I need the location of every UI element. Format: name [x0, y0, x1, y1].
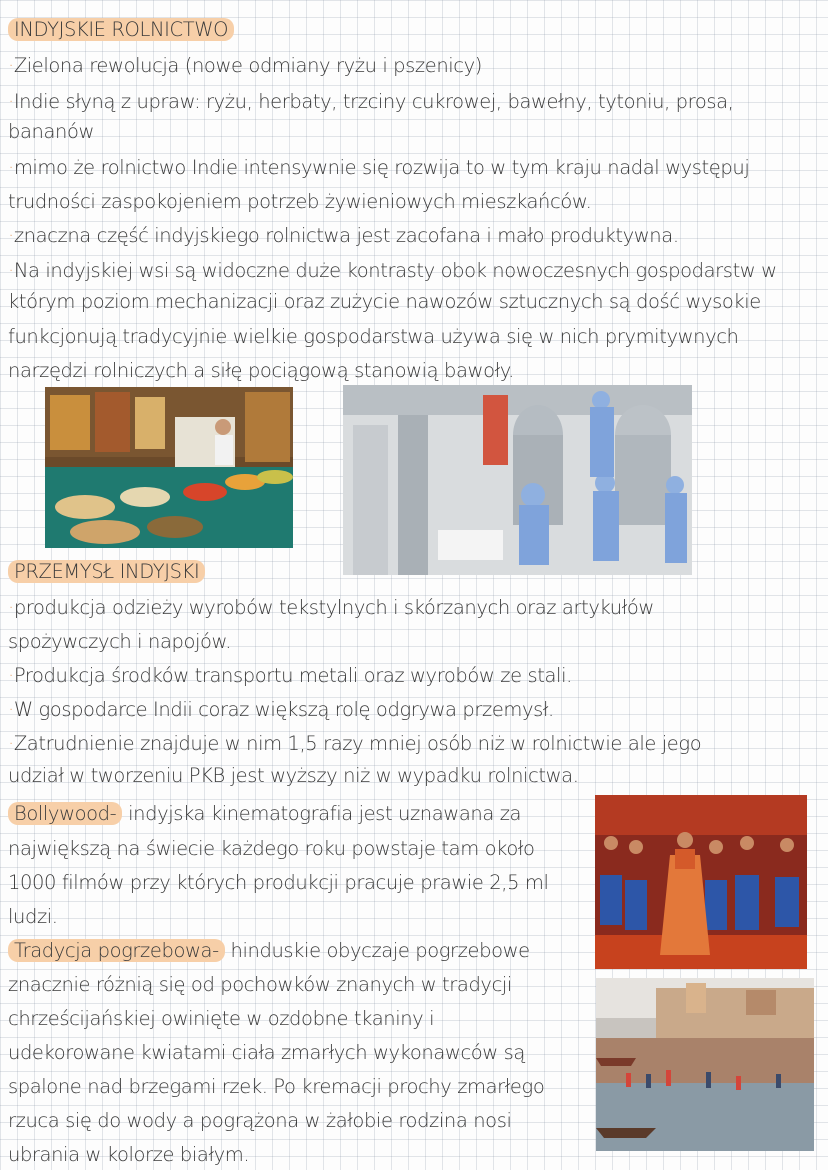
funeral-line-2: znacznie różnią się od pochowków znanych w tradycji: [8, 973, 512, 996]
industry-bullet-3: ·W gospodarce Indii coraz większą rolę odgrywa przemysł.: [8, 698, 554, 721]
agri-line-5b: którym poziom mechanizacji oraz zużycie nawozów sztucznych są dość wysokie: [8, 290, 761, 313]
agri-bullet-5: ·Na indyjskiej wsi są widoczne duże kontrasty obok nowoczesnych gospodarstw w: [8, 259, 777, 282]
industry-heading: PRZEMYSŁ INDYJSKI: [8, 558, 205, 586]
industry-line-1b: spożywczych i napojów.: [8, 630, 232, 653]
funeral-line-6: rzuca się do wody a pogrążona w żałobie rodzina nosi: [8, 1109, 512, 1132]
funeral-line-4: udekorowane kwiatami ciała zmarłych wykonawców są: [8, 1041, 525, 1064]
bollywood-dancers-photo: [595, 795, 807, 969]
agri-bullet-2: ·Indie słyną z upraw: ryżu, herbaty, trzciny cukrowej, bawełny, tytoniu, prosa,: [8, 90, 734, 113]
bollywood-line-4: ludzi.: [8, 905, 58, 928]
funeral-term: Tradycja pogrzebowa-: [8, 939, 225, 962]
bollywood-line-3: 1000 filmów przy których produkcji pracuje prawie 2,5 ml: [8, 871, 549, 894]
bollywood-line-1: Bollywood- indyjska kinematografia jest uznawana za: [8, 800, 521, 828]
bollywood-line-2: największą na świecie każdego roku powstaje tam około: [8, 837, 535, 860]
bollywood-term: Bollywood-: [8, 802, 122, 825]
funeral-line-1: Tradycja pogrzebowa- hinduskie obyczaje pogrzebowe: [8, 937, 530, 965]
industry-line-4b: udział w tworzeniu PKB jest wyższy niż w wypadku rolnictwa.: [8, 764, 579, 787]
ganges-ghats-photo: [596, 978, 814, 1151]
funeral-line-3: chrześcijańskiej owinięte w ozdobne tkaniny i: [8, 1007, 435, 1030]
industry-bullet-4: ·Zatrudnienie znajduje w nim 1,5 razy mniej osób niż w rolnictwie ale jego: [8, 732, 702, 755]
agri-line-5c: funkcjonują tradycyjnie wielkie gospodarstwa używa się w nich prymitywnych: [8, 325, 739, 348]
lab-factory-photo: [343, 385, 692, 575]
agri-bullet-4: ·znaczna część indyjskiego rolnictwa jest zacofana i mało produktywna.: [8, 224, 679, 247]
agri-line-3b: trudności zaspokojeniem potrzeb żywieniowych mieszkańców.: [8, 190, 592, 213]
funeral-line-7: ubrania w kolorze białym.: [8, 1143, 250, 1166]
market-stall-photo: [45, 387, 293, 548]
agri-line-5d: narzędzi rolniczych a siłę pociągową stanowią bawoły.: [8, 359, 514, 382]
funeral-line-5: spalone nad brzegami rzek. Po kremacji prochy zmarłego: [8, 1075, 545, 1098]
agri-line-2b: bananów: [8, 120, 95, 143]
industry-bullet-1: ·produkcja odzieży wyrobów tekstylnych i skórzanych oraz artykułów: [8, 596, 654, 619]
agri-bullet-1: ·Zielona rewolucja (nowe odmiany ryżu i pszenicy): [8, 54, 482, 77]
industry-bullet-2: ·Produkcja środków transportu metali oraz wyrobów ze stali.: [8, 664, 572, 687]
agriculture-heading: INDYJSKIE ROLNICTWO: [8, 16, 234, 44]
agri-bullet-3: ·mimo że rolnictwo Indie intensywnie się rozwija to w tym kraju nadal występuj: [8, 156, 750, 179]
